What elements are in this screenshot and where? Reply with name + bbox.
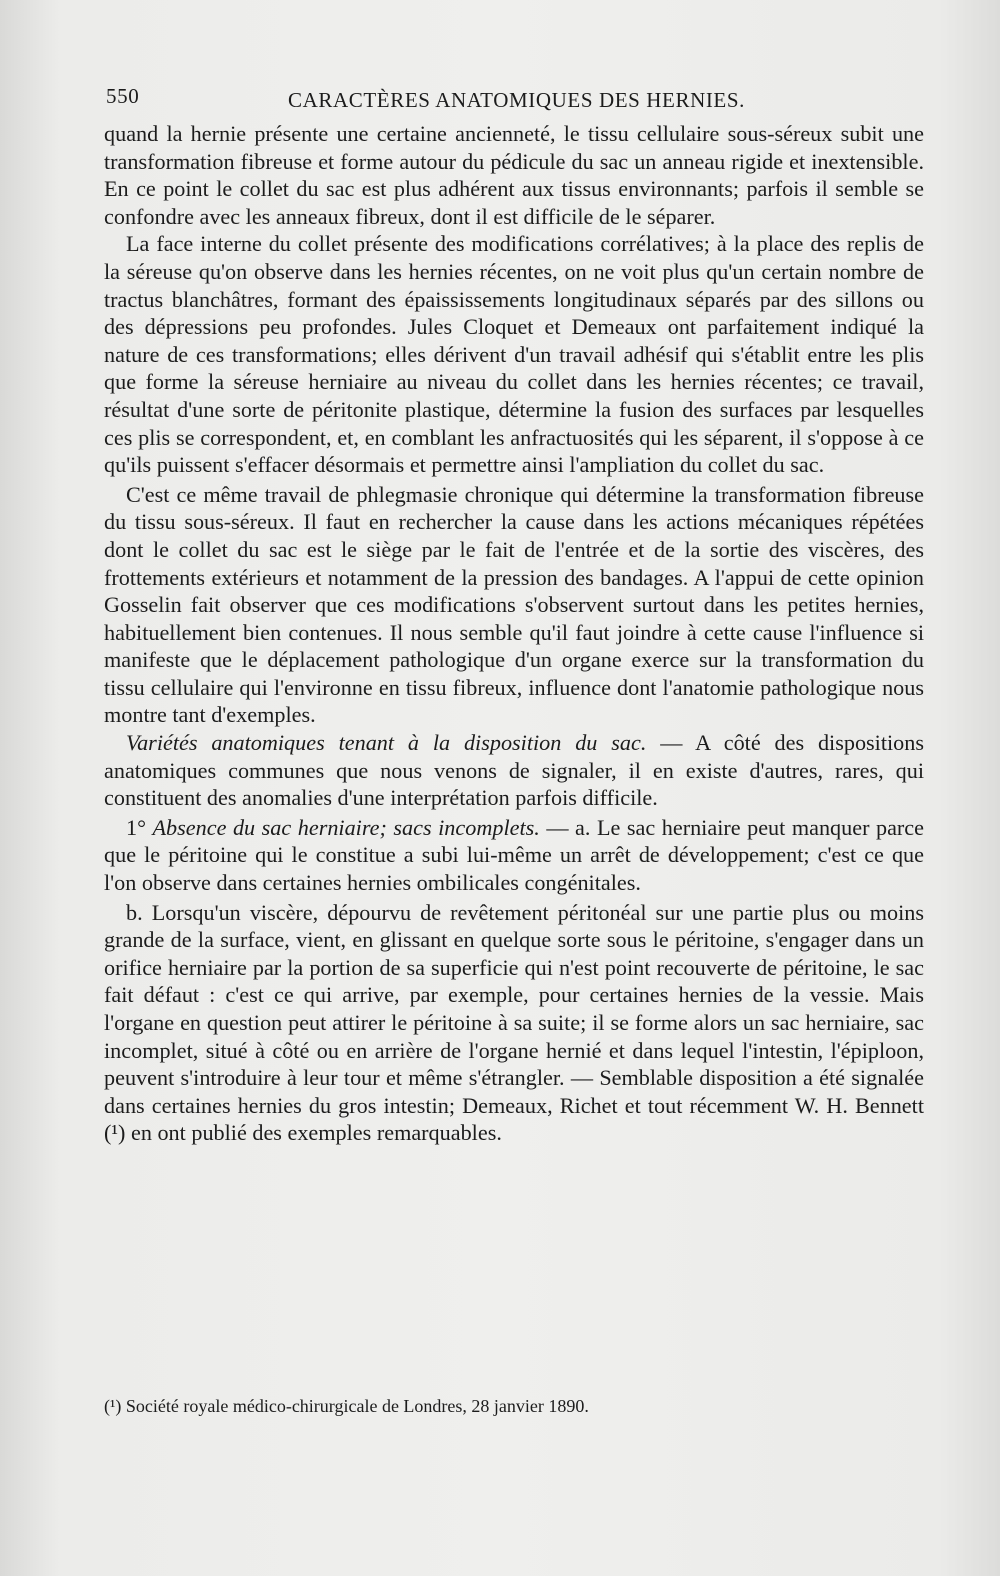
footnote-text: Société royale médico-chirurgicale de Londres, 28 janvier 1890. xyxy=(125,1396,589,1416)
subsection-heading: Absence du sac herniaire; sacs incomplets. xyxy=(152,814,540,840)
paragraph-6: b. Lorsqu'un viscère, dépourvu de revêtement péritonéal sur une partie plus ou moins grande de la surface, vient, en glissant en quelque sorte sous le péritoine, s'engager dans un orifice herniaire par la portion de sa superficie qui n'est point recouverte de péritoine, le sac fait défaut : c'est ce qui arrive, par exemple, pour certaines hernies de la vessie. Mais l'organe en question peut attirer le péritoine à sa suite; il se forme alors un sac herniaire, sac incomplet, situé à côté ou en arrière de l'organe hernié et dans lequel l'intestin, l'épiploon, peuvent s'introduire à leur tour et même s'étrangler. — Semblable disposition a été signalée dans certaines hernies du gros intestin; Demeaux, Richet et tout récemment W. H. Bennett (¹) en ont publié des exemples remarquables. xyxy=(104,899,924,1146)
paragraph-1: quand la hernie présente une certaine ancienneté, le tissu cellulaire sous-séreux subit une transformation fibreuse et forme autour du pédicule du sac un anneau rigide et inextensible. En ce point le collet du sac est plus adhérent aux tissus environnants; parfois il semble se confondre avec les anneaux fibreux, dont il est difficile de le séparer. xyxy=(104,121,924,229)
paragraph-2: La face interne du collet présente des modifications corrélatives; à la place des replis de la séreuse qu'on observe dans les hernies récentes, on ne voit plus qu'un certain nombre de tractus blanchâtres, formant des épaississements longitudinaux séparés par des sillons ou des dépressions peu profondes. Jules Cloquet et Demeaux ont parfaitement indiqué la nature de ces transformations; elles dérivent d'un travail adhésif qui s'établit entre les plis que forme la séreuse herniaire au niveau du collet dans les hernies récentes; ce travail, résultat d'une sorte de péritonite plastique, détermine la fusion des surfaces par lesquelles ces plis se correspondent, et, en comblant les anfractuosités qui les séparent, il s'oppose à ce qu'ils puissent s'effacer désormais et permettre ainsi l'ampliation du collet du sac. xyxy=(104,231,924,478)
paragraph-3: C'est ce même travail de phlegmasie chronique qui détermine la transformation fibreuse du tissu sous-séreux. Il faut en rechercher la cause dans les actions mécaniques répétées dont le collet du sac est le siège par le fait de l'entrée et de la sortie des viscères, des frottements extérieurs et notamment de la pression des bandages. A l'appui de cette opinion Gosselin fait observer que ces modifications s'observent surtout dans les petites hernies, habituellement bien contenues. Il nous semble qu'il faut joindre à cette cause l'influence si manifeste que le déplacement pathologique d'un organe exerce sur la transformation du tissu cellulaire qui l'environne en tissu fibreux, influence dont l'anatomie pathologique nous montre tant d'exemples. xyxy=(104,481,924,728)
running-title: CARACTÈRES ANATOMIQUES DES HERNIES. xyxy=(288,88,745,112)
footnote-mark: (¹) xyxy=(104,1396,122,1416)
section-heading: Variétés anatomiques tenant à la disposition du sac. xyxy=(126,730,647,756)
paragraph-4: Variétés anatomiques tenant à la disposition du sac. — A côté des dispositions anatomiques communes que nous venons de signaler, il en existe d'autres, rares, qui constituent des anomalies d'une interprétation parfois difficile. xyxy=(104,730,924,811)
body-text xyxy=(104,120,924,1147)
paragraph-5: 1° Absence du sac herniaire; sacs incomplets. — a. Le sac herniaire peut manquer parce que le péritoine qui le constitue a subi lui-même un arrêt de développement; c'est ce que l'on observe dans certaines hernies ombilicales congénitales. xyxy=(104,814,925,896)
footnote xyxy=(104,1396,924,1417)
page-number: 550 xyxy=(106,84,140,108)
